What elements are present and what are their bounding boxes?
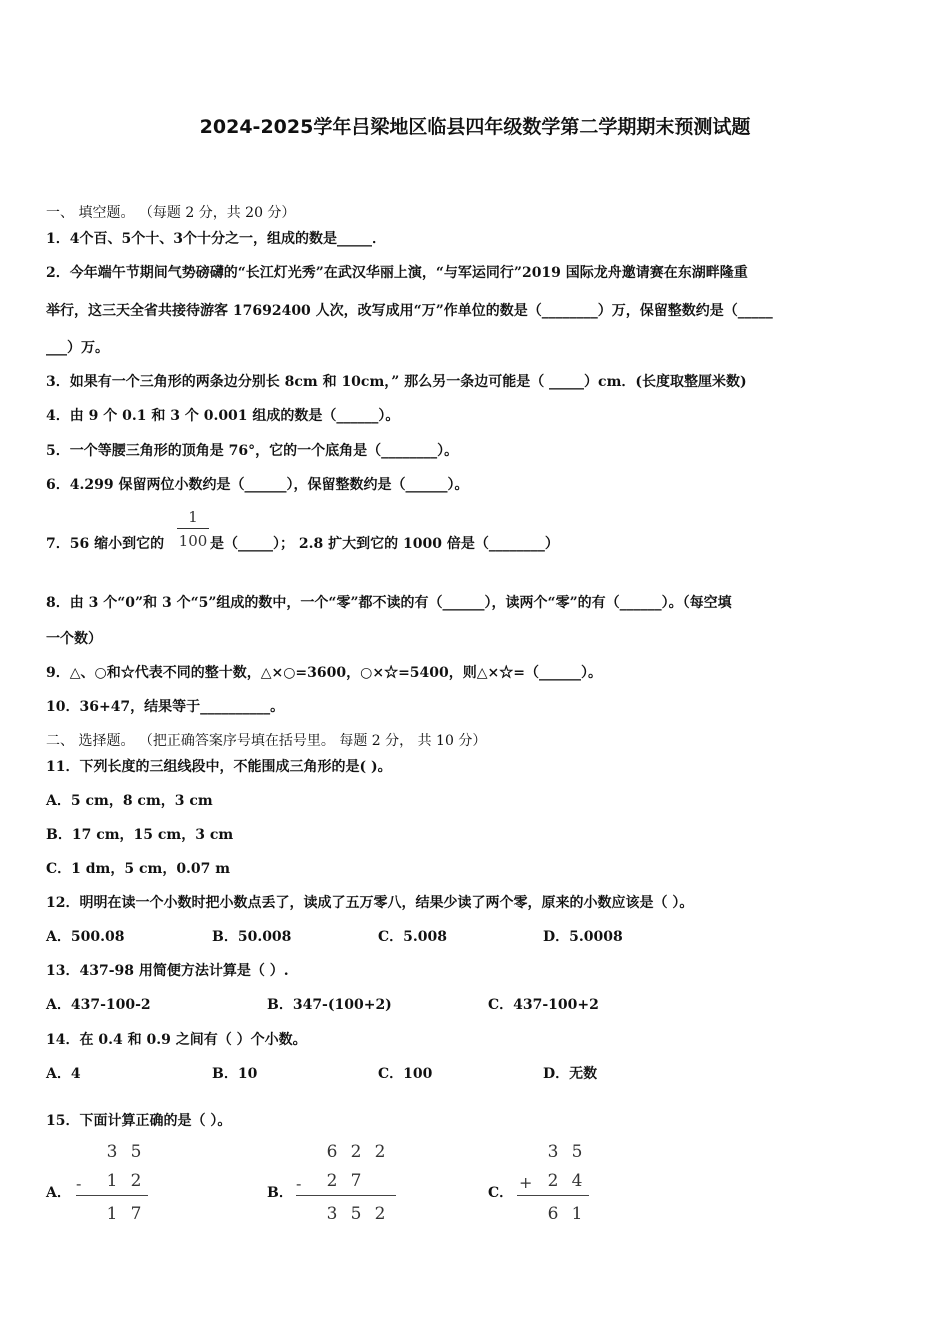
question-12: 12．明明在读一个小数时把小数点丢了，读成了五万零八，结果少读了两个零，原来的小数应该是（ ）。 bbox=[46, 895, 694, 911]
calc-a-top-digit: 5 bbox=[130, 1142, 142, 1162]
calc-c-mid-digit: 4 bbox=[571, 1171, 583, 1191]
question-12-option-d: D．5.0008 bbox=[543, 929, 623, 945]
question-15-option-c-label: C． bbox=[488, 1185, 514, 1201]
question-12-option-c: C．5.008 bbox=[378, 929, 447, 945]
question-15: 15．下面计算正确的是（ ）。 bbox=[46, 1113, 232, 1129]
calc-a-rule bbox=[76, 1195, 148, 1196]
question-9: 9．△、○和☆代表不同的整十数，△×○=3600，○×☆=5400，则△×☆=（______）。 bbox=[46, 665, 602, 681]
question-13-option-c: C．437-100+2 bbox=[488, 997, 599, 1013]
question-15-option-b-label: B． bbox=[267, 1185, 293, 1201]
calc-c-result-digit: 1 bbox=[571, 1204, 583, 1224]
question-14-option-b: B．10 bbox=[212, 1066, 258, 1082]
question-2-line-3: ___）万。 bbox=[46, 340, 109, 356]
fraction-numerator: 1 bbox=[188, 508, 198, 526]
section-2-header: 二、 选择题。 （把正确答案序号填在括号里。 每题 2 分， 共 10 分） bbox=[46, 733, 487, 749]
fraction-denominator: 100 bbox=[178, 532, 208, 550]
question-11: 11．下列长度的三组线段中，不能围成三角形的是( )。 bbox=[46, 759, 392, 775]
calc-a-mid-digit: 2 bbox=[130, 1171, 142, 1191]
question-2-line-2: 举行，这三天全省共接待游客 17692400 人次，改写成用“万”作单位的数是（________）万，保留整数约是（_____ bbox=[46, 303, 773, 319]
question-2-line-1: 2．今年端午节期间气势磅礴的“长江灯光秀”在武汉华丽上演，“与军运同行”2019 国际龙舟邀请赛在东湖畔隆重 bbox=[46, 265, 748, 281]
question-13-option-a: A．437-100-2 bbox=[46, 997, 151, 1013]
question-7-before: 7．56 缩小到它的 bbox=[46, 536, 165, 552]
question-3: 3．如果有一个三角形的两条边分别长 8cm 和 10cm，” 那么另一条边可能是（ _____）cm．(长度取整厘米数) bbox=[46, 374, 747, 390]
plus-sign: + bbox=[519, 1173, 533, 1192]
question-5: 5．一个等腰三角形的顶角是 76°，它的一个底角是（________）。 bbox=[46, 443, 459, 459]
question-14-option-c: C．100 bbox=[378, 1066, 433, 1082]
minus-sign: - bbox=[76, 1174, 82, 1193]
question-4: 4．由 9 个 0.1 和 3 个 0.001 组成的数是（______）。 bbox=[46, 408, 400, 424]
question-11-option-c: C．1 dm，5 cm，0.07 m bbox=[46, 861, 231, 877]
question-11-option-a: A．5 cm，8 cm，3 cm bbox=[46, 793, 213, 809]
calc-b-top-digit: 6 bbox=[326, 1142, 338, 1162]
page-title: 2024-2025学年吕梁地区临县四年级数学第二学期期末预测试题 bbox=[199, 116, 751, 138]
fraction-bar bbox=[177, 528, 209, 529]
question-6: 6．4.299 保留两位小数约是（______），保留整数约是（______）。 bbox=[46, 477, 469, 493]
calc-b-result-digit: 5 bbox=[350, 1204, 362, 1224]
calc-b-mid-digit: 7 bbox=[350, 1171, 362, 1191]
calc-a-mid-digit: 1 bbox=[106, 1171, 118, 1191]
section-1-header: 一、 填空题。 （每题 2 分，共 20 分） bbox=[46, 205, 296, 221]
calc-c-top-digit: 5 bbox=[571, 1142, 583, 1162]
fraction-one-hundredth bbox=[177, 507, 209, 551]
calc-b-mid-digit: 2 bbox=[326, 1171, 338, 1191]
minus-sign: - bbox=[296, 1174, 302, 1193]
calc-c-result-digit: 6 bbox=[547, 1204, 559, 1224]
calc-b-result-digit: 3 bbox=[326, 1204, 338, 1224]
calc-b-result-digit: 2 bbox=[374, 1204, 386, 1224]
question-10: 10．36+47，结果等于__________。 bbox=[46, 699, 285, 715]
calc-c-top-digit: 3 bbox=[547, 1142, 559, 1162]
calc-c-mid-digit: 2 bbox=[547, 1171, 559, 1191]
question-8-line-2: 一个数） bbox=[46, 631, 102, 647]
calc-b-top-digit: 2 bbox=[374, 1142, 386, 1162]
question-14-option-d: D．无数 bbox=[543, 1066, 598, 1082]
calc-c-rule bbox=[517, 1195, 589, 1196]
calc-b-rule bbox=[296, 1195, 396, 1196]
question-14: 14．在 0.4 和 0.9 之间有（ ）个小数。 bbox=[46, 1032, 307, 1048]
vertical-calc-a bbox=[76, 1142, 156, 1232]
question-13-option-b: B．347-(100+2) bbox=[267, 997, 392, 1013]
calc-b-top-digit: 2 bbox=[350, 1142, 362, 1162]
question-14-option-a: A．4 bbox=[46, 1066, 81, 1082]
question-1: 1．4个百、5个十、3个十分之一，组成的数是_____． bbox=[46, 231, 386, 247]
question-12-option-b: B．50.008 bbox=[212, 929, 292, 945]
calc-a-top-digit: 3 bbox=[106, 1142, 118, 1162]
calc-a-result-digit: 1 bbox=[106, 1204, 118, 1224]
question-12-option-a: A．500.08 bbox=[46, 929, 125, 945]
question-13: 13．437-98 用简便方法计算是（ ）. bbox=[46, 963, 289, 979]
vertical-calc-c bbox=[517, 1142, 597, 1232]
vertical-calc-b bbox=[296, 1142, 406, 1232]
calc-a-result-digit: 7 bbox=[130, 1204, 142, 1224]
question-7-after: 是（_____）； 2.8 扩大到它的 1000 倍是（________） bbox=[210, 536, 559, 552]
question-11-option-b: B．17 cm，15 cm，3 cm bbox=[46, 827, 234, 843]
question-8-line-1: 8．由 3 个“0”和 3 个“5”组成的数中，一个“零”都不读的有（______），读两个“零”的有（______）。（每空填 bbox=[46, 595, 732, 611]
question-15-option-a-label: A． bbox=[46, 1185, 71, 1201]
